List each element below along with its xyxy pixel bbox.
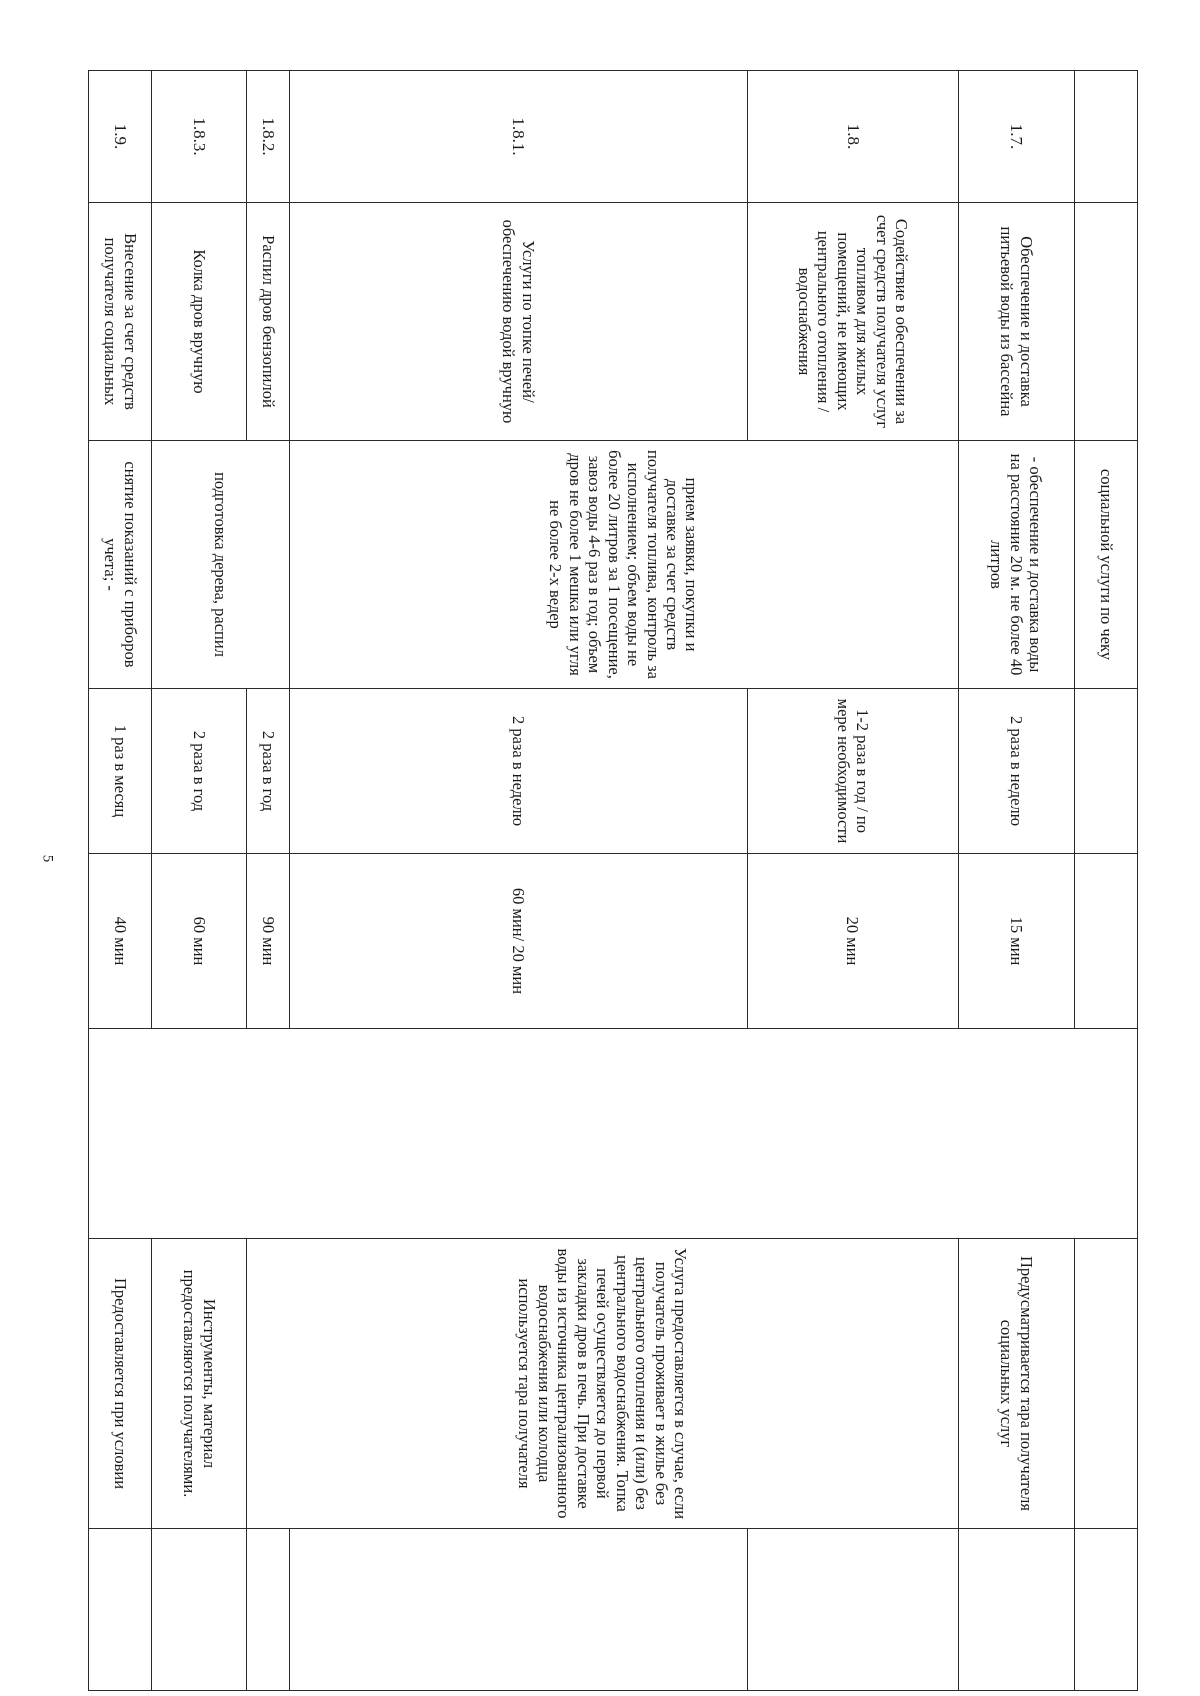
header-cell-num xyxy=(1074,71,1137,203)
header-cell-blank xyxy=(89,1029,1138,1239)
header-cell-content: социальной услуги по чеку xyxy=(1074,441,1137,689)
row-time: 60 мин xyxy=(152,854,247,1029)
row-extra xyxy=(958,1529,1074,1691)
table-header-row xyxy=(1074,71,1137,1691)
row-number: 1.8. xyxy=(747,71,958,203)
table-row xyxy=(89,71,152,1691)
row-number: 1.7. xyxy=(958,71,1074,203)
row-time: 60 мин/ 20 мин xyxy=(289,854,747,1029)
row-number: 1.8.1. xyxy=(289,71,747,203)
row-service-content: снятие показаний с приборов учета; - xyxy=(89,441,152,689)
page-number: 5 xyxy=(39,854,56,863)
row-condition: Услуга предоставляется в случае, если получатель проживает в жилье без центрального отопления и (или) без центрального водоснабжения. Топка печей осуществляется до первой закладки дров в печь. При доставке воды из источника централизованного водоснабжения или колодца используется тара получателя xyxy=(247,1239,958,1529)
row-period: 2 раза в неделю xyxy=(958,689,1074,854)
row-service-name: Внесение за счет средств получателя социальных xyxy=(89,203,152,441)
row-period: 2 раза в год xyxy=(152,689,247,854)
row-extra xyxy=(747,1529,958,1691)
row-condition: Предоставляется при условии xyxy=(89,1239,152,1529)
row-time: 90 мин xyxy=(247,854,289,1029)
row-extra xyxy=(152,1529,247,1691)
header-cell-period xyxy=(1074,689,1137,854)
row-period: 2 раза в год xyxy=(247,689,289,854)
header-cell-extra xyxy=(1074,1529,1137,1691)
row-service-content: подготовка дерева, распил xyxy=(152,441,289,689)
row-number: 1.8.3. xyxy=(152,71,247,203)
row-condition: Инструменты, материал предоставляются получателями. xyxy=(152,1239,247,1529)
table-row xyxy=(747,71,958,1691)
row-period: 1 раз в месяц xyxy=(89,689,152,854)
row-service-name: Колка дров вручную xyxy=(152,203,247,441)
row-time: 15 мин xyxy=(958,854,1074,1029)
row-service-name: Распил дров бензопилой xyxy=(247,203,289,441)
row-time: 40 мин xyxy=(89,854,152,1029)
header-cell-time xyxy=(1074,854,1137,1029)
row-period: 1-2 раза в год / по мере необходимости xyxy=(747,689,958,854)
row-service-name: Обеспечение и доставка питьевой воды из бассейна xyxy=(958,203,1074,441)
row-service-name: Услуги по топке печей/ обеспечению водой вручную xyxy=(289,203,747,441)
row-period: 2 раза в неделю xyxy=(289,689,747,854)
table-row xyxy=(958,71,1074,1691)
row-extra xyxy=(289,1529,747,1691)
header-cell-name xyxy=(1074,203,1137,441)
row-extra xyxy=(247,1529,289,1691)
row-service-content: прием заявки, покупки и доставке за счет средств получателя топлива, контроль за исполнением; объем воды не более 20 литров за 1 посещение, завоз воды 4-6 раз в год; объем дров не более 1 мешка или угля не более 2-х ведер xyxy=(289,441,958,689)
row-service-content: - обеспечение и доставка воды на расстояние 20 м. не более 40 литров xyxy=(958,441,1074,689)
row-condition: Предусматривается тара получателя социальных услуг xyxy=(958,1239,1074,1529)
row-service-name: Содействие в обеспечении за счет средств получателя услуг топливом для жилых помещений, не имеющих центрального отопления / водоснабжения xyxy=(747,203,958,441)
table-row xyxy=(152,71,247,1691)
rotated-table-sheet xyxy=(88,70,1138,1690)
row-number: 1.8.2. xyxy=(247,71,289,203)
header-cell-cond xyxy=(1074,1239,1137,1529)
services-table xyxy=(88,70,1138,1691)
row-number: 1.9. xyxy=(89,71,152,203)
row-time: 20 мин xyxy=(747,854,958,1029)
row-extra xyxy=(89,1529,152,1691)
